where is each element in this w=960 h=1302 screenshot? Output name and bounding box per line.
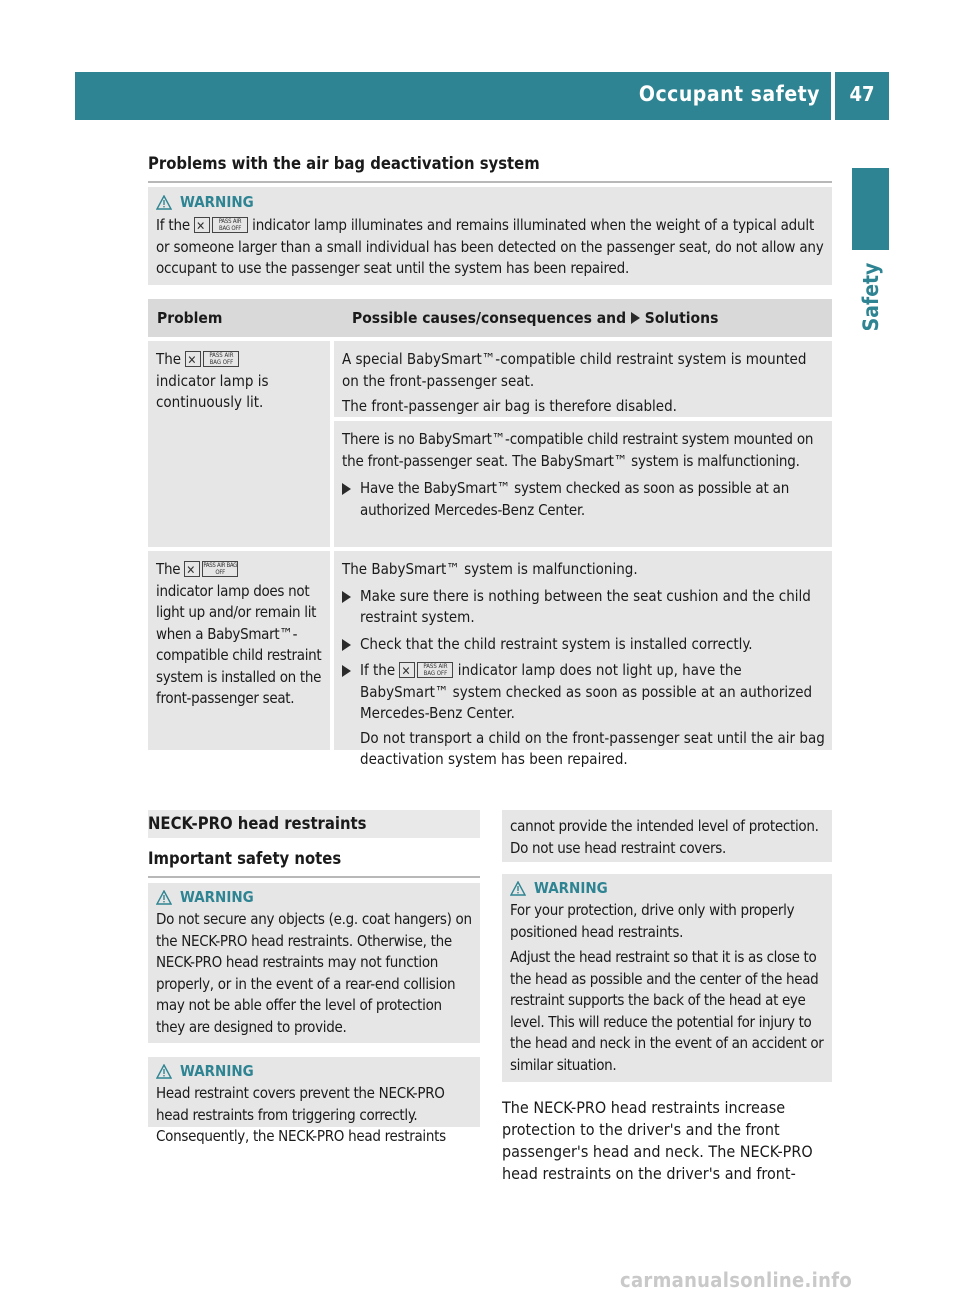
warning-box	[148, 883, 480, 1043]
warning-text: cannot provide the intended level of protection. Do not use head restraint covers.	[510, 817, 819, 857]
section-rule	[148, 876, 480, 878]
page-number: 47	[849, 82, 875, 106]
section-title: Problems with the air bag deactivation system	[148, 154, 540, 173]
subsection	[148, 849, 480, 878]
side-tab	[852, 168, 889, 250]
warning-text: Adjust the head restraint so that it is as close to the head as possible and the center of the head restraint supports the back of the head at eye level. This will reduce the potential for injury to the head and neck in the event of an accident or similar situation.	[510, 948, 824, 1074]
warning-text: Head restraint covers prevent the NECK-PRO head restraints from triggering correctly. Consequently, the NECK-PRO head restraints	[156, 1084, 446, 1145]
problem-cell: The ✕ PASS AIR BAG OFF indicator lamp is continuously lit.	[148, 341, 330, 547]
warning-text: For your protection, drive only with properly positioned head restraints.	[510, 901, 795, 941]
solution-cell: A special BabySmart™-compatible child restraint system is mounted on the front-passenger seat. The front-passenger air bag is therefore disabled.	[334, 341, 832, 417]
solution-cell: The BabySmart™ system is malfunctioning. Make sure there is nothing between the seat cushion and the child restraint system. Check that the child restraint system is installed correctly. If the ✕ PASS AIR BAG OFF indicator lamp does not light up, have the BabySmart™ system checked as soon as possible at an authorized Mercedes-Benz Center. Do not transport a child on the front-passenger seat until the air bag deactivation system has been repaired.	[334, 551, 832, 750]
arrow-icon	[342, 483, 351, 495]
arrow-icon	[342, 639, 351, 651]
warning-box-continued	[502, 810, 832, 862]
warning-title: WARNING	[156, 193, 824, 211]
warning-box	[148, 1057, 480, 1145]
list-item: If the ✕ PASS AIR BAG OFF indicator lamp does not light up, have the BabySmart™ system checked as soon as possible at an authorized Mercedes-Benz Center. Do not transport a child on the front-passenger seat until the air bag deactivation system has been repaired.	[342, 660, 826, 771]
body-text: The NECK-PRO head restraints increase protection to the driver's and the front passenger's head and neck. The NECK-PRO head restraints on the driver's and front-	[502, 1098, 813, 1183]
problem-cell: The ✕ PASS AIR BAG OFF indicator lamp does not light up and/or remain lit when a BabySmart™-compatible child restraint system is installed on the front-passenger seat.	[148, 551, 330, 750]
airbag-off-indicator-icon: ✕ PASS AIR BAG OFF	[399, 662, 453, 678]
list-item: Have the BabySmart™ system checked as soon as possible at an authorized Mercedes-Benz Center.	[342, 478, 826, 521]
warning-box	[502, 874, 832, 1082]
airbag-off-indicator-icon: ✕ PASS AIR BAG OFF	[184, 561, 238, 577]
arrow-icon	[342, 665, 351, 677]
section-problems	[148, 154, 832, 183]
problems-table	[148, 299, 832, 768]
warning-triangle-icon	[156, 890, 172, 905]
warning-triangle-icon	[156, 195, 172, 210]
table-row	[148, 551, 832, 768]
table-header	[148, 299, 832, 337]
subsection-title: Important safety notes	[148, 849, 342, 868]
warning-title: WARNING	[156, 1062, 472, 1080]
list-item: Check that the child restraint system is installed correctly.	[342, 634, 826, 656]
warning-title: WARNING	[156, 888, 472, 906]
warning-title: WARNING	[510, 879, 824, 897]
solution-cells	[334, 341, 832, 547]
table-row	[148, 341, 832, 547]
section-heading-bar	[148, 810, 480, 838]
list-item: Make sure there is nothing between the seat cushion and the child restraint system.	[342, 586, 826, 629]
warning-text: If the ✕ PASS AIR BAG OFF indicator lamp illuminates and remains illuminated when the weight of a typical adult or someone larger than a small individual has been detected on the passenger seat, do not allow any occupant to use the passenger seat until the system has been repaired.	[156, 215, 824, 280]
arrow-icon	[342, 591, 351, 603]
section-heading: NECK-PRO head restraints	[148, 814, 367, 833]
warning-triangle-icon	[510, 881, 526, 896]
airbag-off-indicator-icon: ✕ PASS AIR BAG OFF	[185, 351, 239, 367]
footer-watermark: carmanualsonline.info	[620, 1268, 853, 1292]
section-rule	[148, 181, 832, 183]
arrow-icon	[631, 312, 640, 324]
col-solutions: Possible causes/consequences and Solutions	[352, 309, 719, 327]
page-title: Occupant safety	[638, 82, 820, 106]
warning-text: Do not secure any objects (e.g. coat hangers) on the NECK-PRO head restraints. Otherwise, the NECK-PRO head restraints may not function properly, or in the event of a rear-end collision may not be able offer the level of protection they are designed to provide.	[156, 910, 472, 1036]
warning-triangle-icon	[156, 1064, 172, 1079]
solution-cell: There is no BabySmart™-compatible child restraint system mounted on the front-passenger seat. The BabySmart™ system is malfunctioning. Have the BabySmart™ system checked as soon as possible at an authorized Mercedes-Benz Center.	[334, 421, 832, 547]
col-problem: Problem	[157, 309, 223, 327]
airbag-off-indicator-icon: ✕ PASS AIR BAG OFF	[194, 217, 248, 233]
warning-box	[148, 187, 832, 285]
side-section-label: Safety	[859, 262, 883, 332]
